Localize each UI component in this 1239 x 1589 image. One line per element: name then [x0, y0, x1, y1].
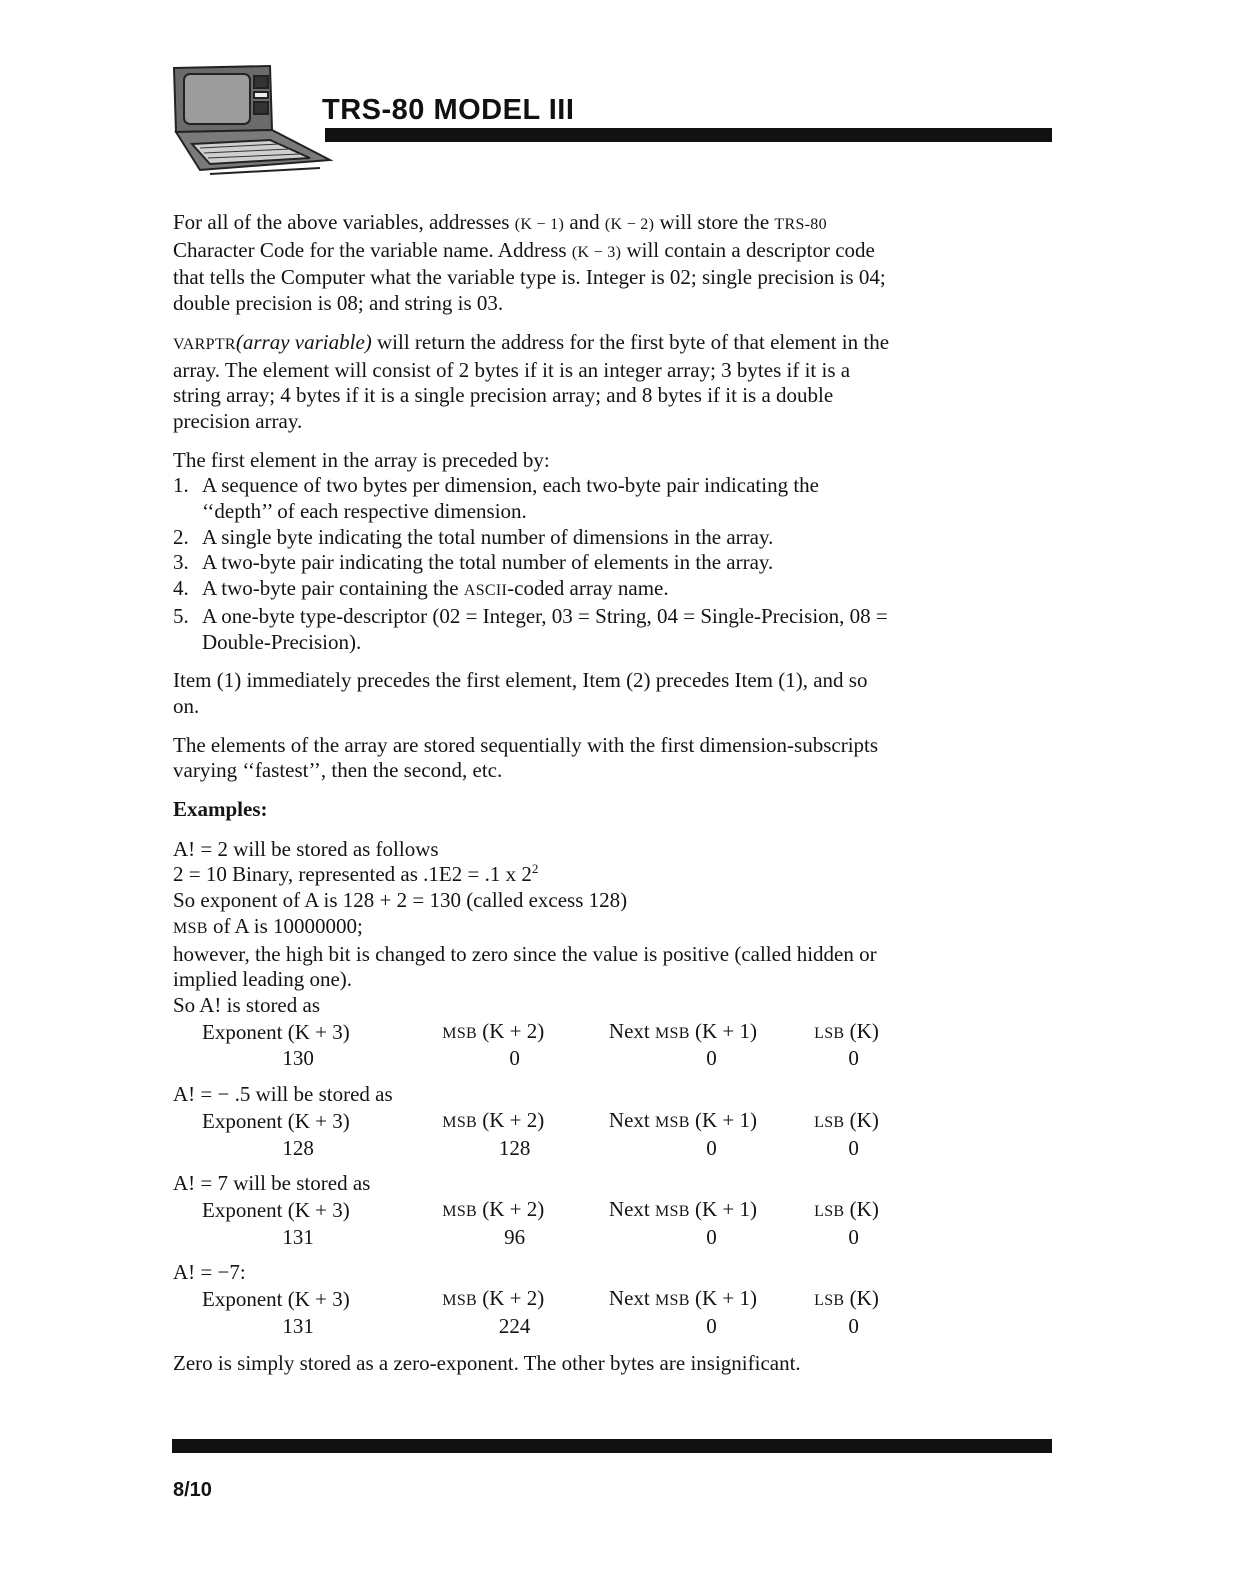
example-intro: A! = −7:	[173, 1260, 246, 1285]
column-headers: Exponent (K + 3) MSB (K + 2) Next MSB (K + 1) LSB (K)	[202, 1286, 879, 1312]
example-table	[202, 1286, 893, 1339]
table-row: 130 0 0 0	[282, 1046, 859, 1071]
column-headers: Exponent (K + 3) MSB (K + 2) Next MSB (K + 1) LSB (K)	[202, 1196, 879, 1222]
trs80-computer-logo	[170, 62, 335, 177]
closing-note: Zero is simply stored as a zero-exponent. The other bytes are insignificant.	[173, 1351, 801, 1376]
list-item: 1. A sequence of two bytes per dimension, each two-byte pair indicating the ‘‘depth’’ of each respective dimension.	[173, 473, 819, 524]
paragraph-varptr: VARPTR(array variable) will return the address for the first byte of that element in the array. The element will consist of 2 bytes if it is an integer array; 3 bytes if it is a string array; 4 bytes if it is a single precision array; and 8 bytes if it is a double precision array.	[173, 329, 890, 433]
list-item: 2. A single byte indicating the total number of dimensions in the array.	[173, 524, 774, 549]
page-content	[173, 210, 893, 1390]
example-note: MSB of A is 10000000;	[173, 913, 363, 938]
example-note: A! = 2 will be stored as follows	[173, 836, 439, 861]
example-note: 2 = 10 Binary, represented as .1E2 = .1 x $2^2$	[173, 861, 539, 887]
header-rule	[325, 128, 1052, 142]
list-item: 4. A two-byte pair containing the ASCII-coded array name.	[173, 576, 669, 601]
table-row: 128 128 0 0	[282, 1135, 859, 1160]
example-intro: A! = − .5 will be stored as	[173, 1082, 393, 1107]
example-intro: A! = 7 will be stored as	[173, 1171, 371, 1196]
paragraph-variable-addresses: For all of the above variables, addresses (K − 1) and (K − 2) will store the TRS-80 Character Code for the variable name. Address (K − 3) will contain a descriptor code that tells the Computer what the variable type is. Integer is 02; single precision is 04; double precision is 08; and string is 03.	[173, 210, 886, 316]
page-number: 8/10	[173, 1479, 212, 1501]
list-item: 5. A one-byte type-descriptor (02 = Integer, 03 = String, 04 = Single-Precision, 08 = Double-Precision).	[173, 603, 888, 654]
paragraph-item-order: Item (1) immediately precedes the first element, Item (2) precedes Item (1), and so on.	[173, 668, 868, 718]
paragraph-storage-order: The elements of the array are stored sequentially with the first dimension-subscripts varying ‘‘fastest’’, then the second, etc.	[173, 732, 879, 783]
example-table	[202, 1108, 893, 1161]
table-row: 131 96 0 0	[282, 1224, 859, 1249]
footer-rule	[172, 1439, 1052, 1453]
example-table	[202, 1019, 893, 1072]
example-note: however, the high bit is changed to zero since the value is positive (called hidden or implied leading one).	[173, 941, 877, 992]
column-headers: Exponent (K + 3) MSB (K + 2) Next MSB (K + 1) LSB (K)	[202, 1018, 879, 1044]
examples-section	[173, 837, 893, 1340]
page-header	[170, 62, 1070, 182]
table-row: 131 224 0 0	[282, 1313, 859, 1338]
example-note: So A! is stored as	[173, 992, 320, 1017]
preceding-items-list	[173, 473, 893, 655]
list-intro: The first element in the array is preceded by:	[173, 447, 550, 472]
example-note: So exponent of A is 128 + 2 = 130 (called excess 128)	[173, 888, 628, 913]
list-item: 3. A two-byte pair indicating the total number of elements in the array.	[173, 550, 774, 575]
example-table	[202, 1197, 893, 1250]
column-headers: Exponent (K + 3) MSB (K + 2) Next MSB (K + 1) LSB (K)	[202, 1107, 879, 1133]
examples-heading: Examples:	[173, 797, 268, 822]
document-title: TRS-80 MODEL III	[322, 94, 575, 126]
